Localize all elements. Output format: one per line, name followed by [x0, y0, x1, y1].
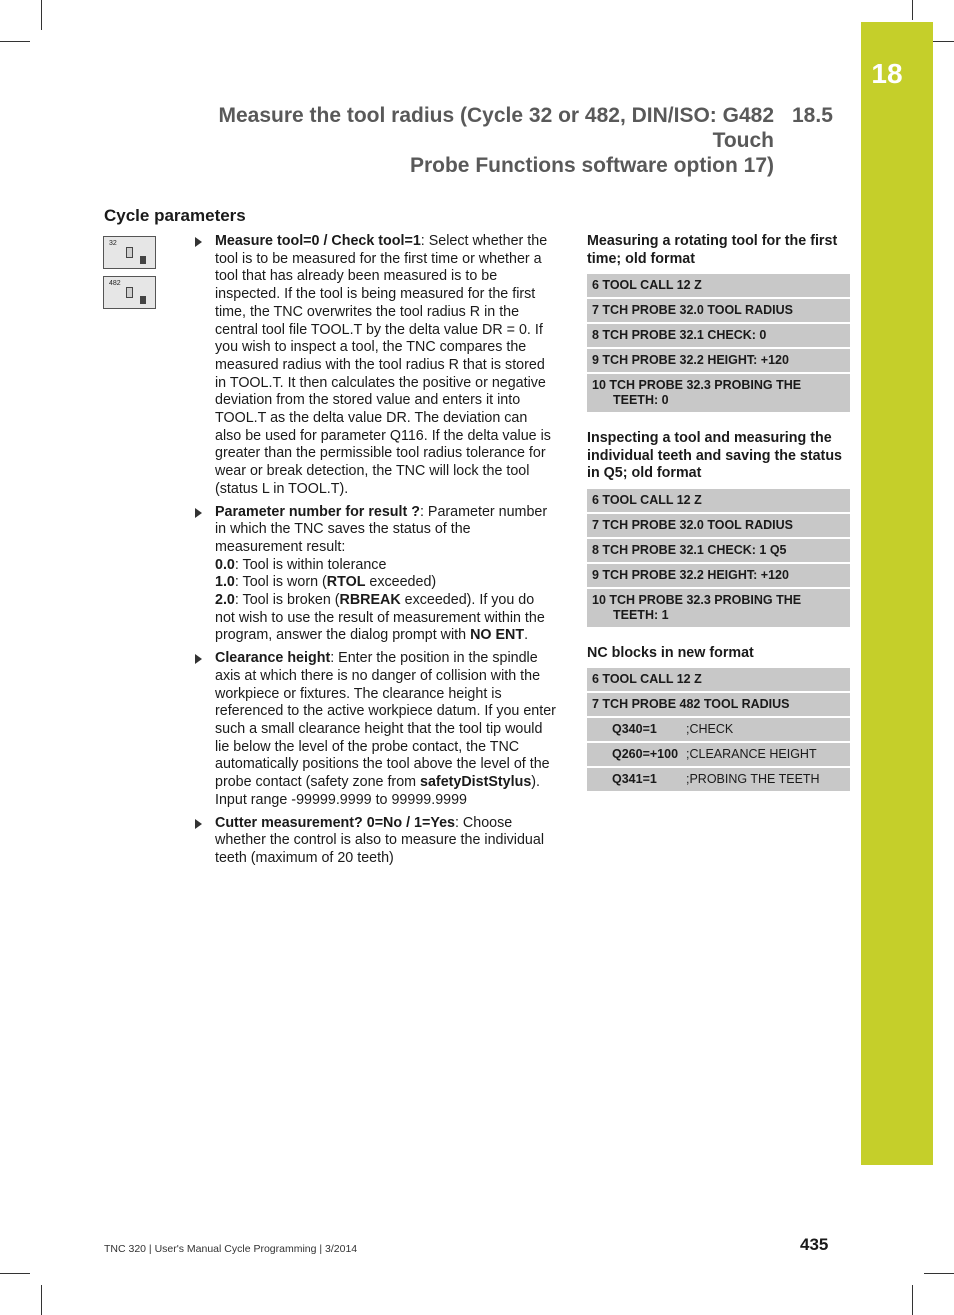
nc-row: 6 TOOL CALL 12 Z [587, 274, 850, 299]
probe-icon [126, 287, 133, 298]
param-name: Parameter number for result ? [215, 503, 420, 520]
nc-q-row [587, 718, 850, 743]
keyword: RTOL [326, 574, 366, 591]
nc-examples-column [587, 233, 850, 809]
tool-icon [140, 296, 146, 304]
cycle-32-icon [103, 236, 156, 269]
crop-mark [0, 1273, 30, 1274]
header-section-number: 18.5 [792, 104, 833, 127]
param-description: : Select whether the tool is to be measured for the first time or whether a tool that has already been measured is to be inspected. If the tool is being measured for the first time, the TNC overwrites the tool radius R in the central tool file TOOL.T by the delta value DR = 0. If you wish to inspect a tool, the TNC compares the measured radius with the tool radius R that is stored in TOOL.T. It then calculates the positive or negative deviation from the stored value and enters it into TOOL.T as the delta value DR. The deviation can also be used for parameter Q116. If the delta value is greater than the permissible tool radius tolerance for wear or break detection, the TNC will lock the tool (status L in TOOL.T). [215, 233, 551, 497]
result-value: 2.0 [215, 592, 235, 609]
nc-q-row [587, 768, 850, 793]
bullet-arrow-icon [195, 508, 202, 518]
keyword: RBREAK [339, 592, 401, 609]
nc-row: 7 TCH PROBE 482 TOOL RADIUS [587, 693, 850, 718]
q-comment: ;CLEARANCE HEIGHT [686, 747, 817, 761]
page-number: 435 [800, 1235, 829, 1254]
page-header-title [160, 103, 774, 178]
block-heading: NC blocks in new format [587, 644, 754, 661]
result-text: . [524, 627, 529, 644]
q-param: Q340=1 [612, 722, 657, 736]
cycle-482-icon [103, 276, 156, 309]
chapter-tab [861, 22, 933, 1165]
header-title-line1: Measure the tool radius (Cycle 32 or 482, DIN/ISO: G482 Touch [218, 104, 774, 152]
probe-icon [126, 247, 133, 258]
param-name: Cutter measurement? 0=No / 1=Yes [215, 814, 455, 831]
nc-block-table [587, 668, 850, 793]
bullet-arrow-icon [195, 237, 202, 247]
crop-mark [41, 0, 42, 30]
nc-block-table [587, 489, 850, 629]
param-description: : Parameter number in which the TNC saves the status of the measurement result: [215, 503, 548, 555]
nc-row [587, 374, 850, 414]
footer-text: TNC 320 | User's Manual Cycle Programming | 3/2014 [104, 1243, 358, 1255]
bullet-arrow-icon [195, 819, 202, 829]
result-text: exceeded) [365, 574, 437, 591]
keyword: safetyDistStylus [420, 774, 532, 791]
section-heading: Cycle parameters [104, 206, 246, 225]
param-description: : Enter the position in the spindle axis at which there is no danger of collision with the workpiece or fixtures. The clearance height is referenced to the active workpiece datum. If you enter such a small clearance height that the tool tip would lie below the level of the probe contact, the TNC automatically positions the tool above the level of the probe contact (safety zone from [215, 650, 556, 791]
param-measure-tool [195, 233, 557, 499]
nc-row: 8 TCH PROBE 32.1 CHECK: 0 [587, 324, 850, 349]
q-param: Q260=+100 [612, 747, 679, 761]
result-text: : Tool is broken ( [234, 592, 340, 609]
q-param: Q341=1 [612, 772, 657, 786]
result-value: 0.0 [215, 556, 235, 573]
nc-row-line: TEETH: 0 [613, 393, 669, 407]
nc-row-line: TEETH: 1 [613, 607, 669, 622]
param-description: ). Input range -99999.9999 to 99999.9999 [215, 774, 541, 808]
cycle-icon-label: 32 [109, 240, 117, 247]
crop-mark [0, 41, 30, 42]
nc-row: 7 TCH PROBE 32.0 TOOL RADIUS [587, 514, 850, 539]
block-heading: Measuring a rotating tool for the first time; old format [587, 233, 838, 267]
result-text: : Tool is within tolerance [234, 556, 387, 573]
crop-mark [912, 0, 913, 20]
param-result-number [195, 504, 557, 646]
param-description: : Choose whether the control is also to measure the individual teeth (maximum of 20 teeth) [215, 814, 545, 866]
nc-row: 9 TCH PROBE 32.2 HEIGHT: +120 [587, 349, 850, 374]
param-cutter-measurement [195, 815, 557, 868]
header-title-line2: Probe Functions software option 17) [409, 154, 774, 177]
nc-block-table [587, 274, 850, 414]
crop-mark [912, 1285, 913, 1315]
param-name: Clearance height [215, 650, 331, 667]
param-clearance-height [195, 650, 557, 809]
q-comment: ;PROBING THE TEETH [686, 772, 820, 786]
keyword: NO ENT [470, 627, 525, 644]
nc-row: 6 TOOL CALL 12 Z [587, 668, 850, 693]
block-heading: Inspecting a tool and measuring the individual teeth and saving the status in Q5; old format [587, 430, 843, 481]
nc-row [587, 589, 850, 629]
result-value: 1.0 [215, 574, 235, 591]
nc-row: 9 TCH PROBE 32.2 HEIGHT: +120 [587, 564, 850, 589]
nc-row: 8 TCH PROBE 32.1 CHECK: 1 Q5 [587, 539, 850, 564]
cycle-icon-label: 482 [109, 280, 121, 287]
result-text: exceeded). If you do not wish to use the result of measurement within the program, answer the dialog prompt with [215, 592, 545, 644]
nc-row: 7 TCH PROBE 32.0 TOOL RADIUS [587, 299, 850, 324]
nc-row-line: 10 TCH PROBE 32.3 PROBING THE [592, 378, 802, 392]
crop-mark [924, 1273, 954, 1274]
bullet-arrow-icon [195, 654, 202, 664]
nc-q-row [587, 743, 850, 768]
crop-mark [41, 1285, 42, 1315]
q-comment: ;CHECK [686, 722, 734, 736]
result-text: : Tool is worn ( [234, 574, 327, 591]
parameter-list [195, 233, 557, 873]
nc-row-line: 10 TCH PROBE 32.3 PROBING THE [592, 592, 802, 607]
nc-row: 6 TOOL CALL 12 Z [587, 489, 850, 514]
chapter-number: 18 [871, 58, 903, 89]
param-name: Measure tool=0 / Check tool=1 [215, 233, 421, 249]
tool-icon [140, 256, 146, 264]
